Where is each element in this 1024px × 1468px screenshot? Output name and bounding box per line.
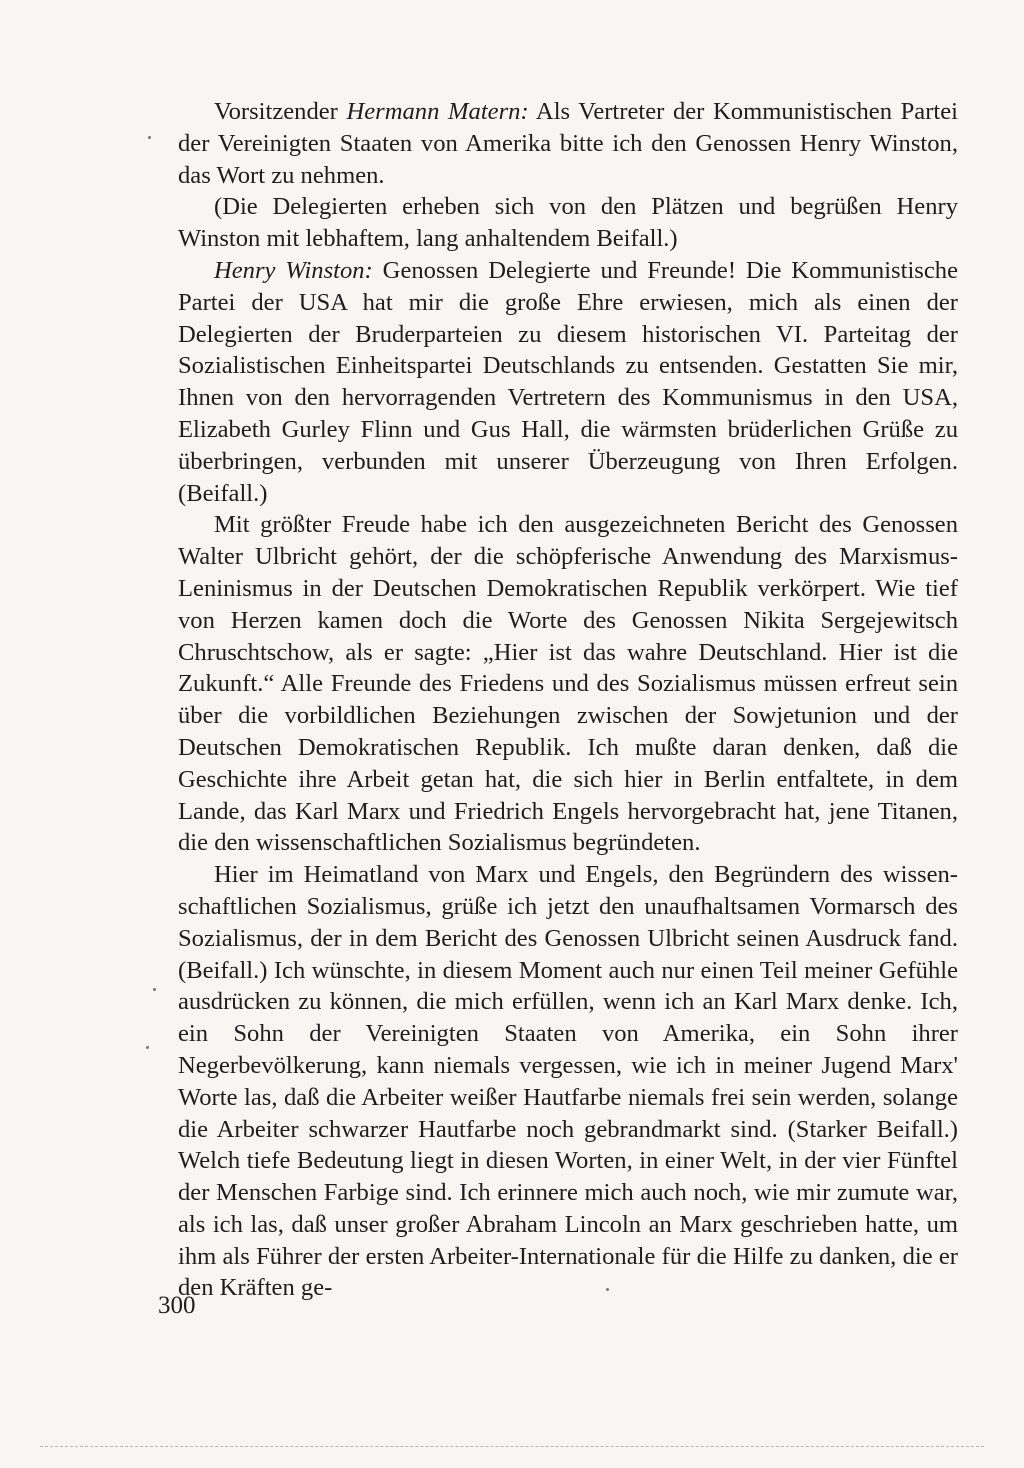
paragraph-prefix: Vorsitzender: [214, 98, 347, 125]
paragraph-text: Mit größter Freude habe ich den ausgezeichneten Bericht des Genossen Walter Ulbricht gehört, der die schöpferische Anwendung des Marxismus-Leninismus in der Deutschen Demokratischen Republik verkörpert. Wie tief von Herzen kamen doch die Worte des Genossen Nikita Sergejewitsch Chruschtschow, als er sagte: „Hier ist das wahre Deutschland. Hier ist die Zukunft.“ Alle Freunde des Friedens und des Sozialismus müssen erfreut sein über die vorbildlichen Beziehungen zwischen der Sowjetunion und der Deutschen Demokratischen Republik. Ich mußte daran denken, daß die Geschichte ihre Arbeit getan hat, die sich hier in Berlin entfaltete, in dem Lande, das Karl Marx und Friedrich Engels hervorgebracht hat, jene Titanen, die den wissenschaftlichen Sozialismus begründeten.: [178, 511, 958, 857]
body-text: [178, 96, 958, 1304]
speaker-name: Henry Winston:: [214, 256, 373, 284]
paragraph-2: [178, 191, 958, 255]
scan-speck: [606, 1288, 609, 1291]
scan-bottom-edge: [40, 1446, 984, 1447]
scan-speck: [146, 1046, 149, 1049]
scan-speck: [153, 988, 156, 991]
page-number: 300: [158, 1292, 196, 1319]
paragraph-text: Hier im Heimatland von Marx und Engels, den Begründern des wissenschaftlichen Sozialismus, grüße ich jetzt den unaufhaltsamen Vormarsch des Sozialismus, der in dem Bericht des Genossen Ulbricht seinen Ausdruck fand. (Beifall.) Ich wünschte, in diesem Moment auch nur einen Teil meiner Gefühle ausdrücken zu können, die mich erfüllen, wenn ich an Karl Marx denke. Ich, ein Sohn der Vereinigten Staaten von Amerika, ein Sohn ihrer Negerbevölkerung, kann niemals vergessen, wie ich in meiner Jugend Marx' Worte las, daß die Arbeiter weißer Hautfarbe niemals frei sein werden, solange die Arbeiter schwarzer Hautfarbe noch gebrandmarkt sind. (Starker Beifall.) Welch tiefe Bedeutung liegt in diesen Worten, in einer Welt, in der vier Fünftel der Menschen Farbige sind. Ich erinnere mich auch noch, wie mir zumute war, als ich las, daß unser großer Abraham Lincoln an Marx geschrieben hatte, um ihm als Führer der ersten Arbeiter-Internationale für die Hilfe zu danken, die er den Kräften ge-: [178, 861, 958, 1302]
paragraph-4: [178, 509, 958, 859]
scan-speck: [148, 136, 151, 139]
paragraph-1: [178, 96, 958, 191]
paragraph-text: Als Vertreter der Kommunistischen Partei der Vereinigten Staaten von Amerika bitte ich den Genossen Henry Winston, das Wort zu nehmen.: [178, 98, 958, 189]
paragraph-text: Genossen Delegierte und Freunde! Die Kommunistische Partei der USA hat mir die große Ehre erwiesen, mich als einen der Delegierten der Bruderparteien zu diesem historischen VI. Parteitag der Sozialistischen Einheitspartei Deutschlands zu entsenden. Gestatten Sie mir, Ihnen von den hervorragenden Vertretern des Kommunismus in den USA, Elizabeth Gurley Flinn und Gus Hall, die wärmsten brüderlichen Grüße zu überbringen, verbunden mit unserer Überzeugung von Ihren Erfolgen. (Beifall.): [178, 256, 958, 507]
paragraph-text: (Die Delegierten erheben sich von den Plätzen und begrüßen Henry Winston mit lebhaftem, lang anhaltendem Beifall.): [178, 193, 958, 253]
paragraph-5: [178, 859, 958, 1304]
speaker-name: Hermann Matern:: [346, 98, 529, 125]
paragraph-3: [178, 255, 958, 509]
